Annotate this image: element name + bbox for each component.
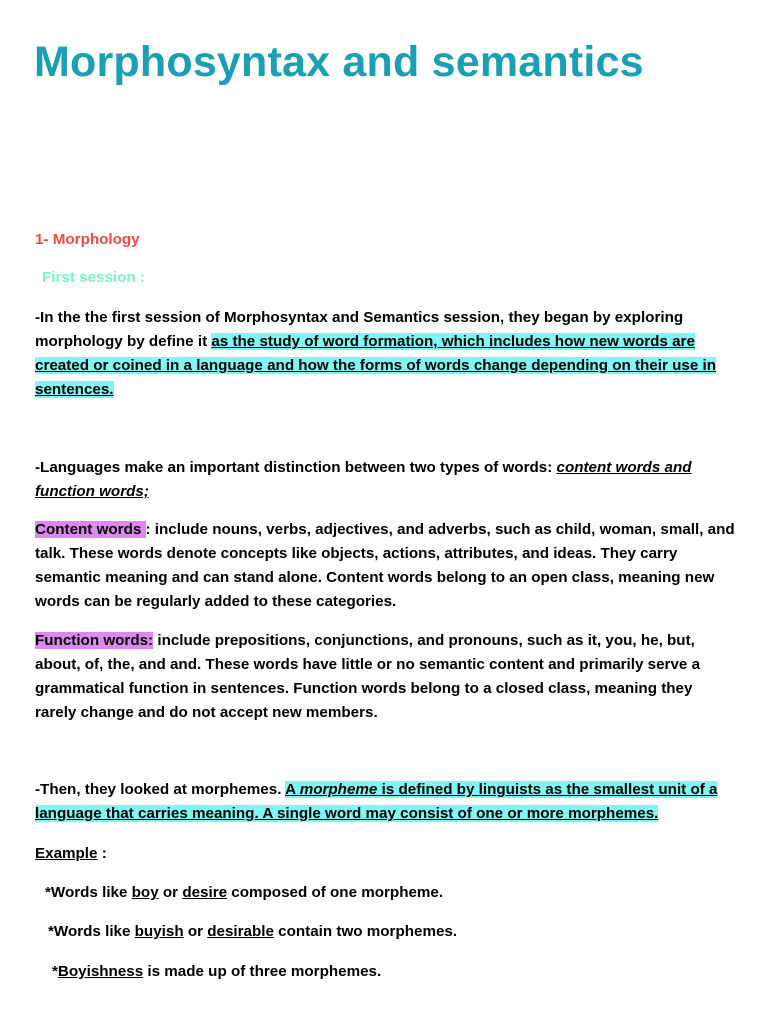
- example-1-word-2: desire: [182, 884, 228, 901]
- morphemes-paragraph: [35, 778, 735, 826]
- function-words-term: Function words:: [35, 632, 154, 649]
- example-2-post: contain two morphemes.: [273, 923, 458, 940]
- section-heading: 1- Morphology: [35, 231, 140, 248]
- intro-lead: -In the the first session of Morphosyntax and Semantics session, they began by exploring morphology by define it: [35, 309, 684, 350]
- example-1-mid: or: [158, 884, 183, 901]
- example-colon: :: [97, 845, 107, 862]
- morpheme-definition-rest: is defined by linguists as the smallest unit of a language that carries meaning. A single word may consist of one or more morphemes.: [35, 781, 718, 822]
- morpheme-definition-a: A: [285, 781, 300, 798]
- example-label-line: [35, 842, 735, 866]
- example-2-mid: or: [183, 923, 208, 940]
- content-words-paragraph: [35, 518, 735, 614]
- example-1-post: composed of one morpheme.: [227, 884, 444, 901]
- example-1-pre: *Words like: [45, 884, 132, 901]
- example-3-post: is made up of three morphemes.: [143, 963, 382, 980]
- function-words-paragraph: [35, 629, 735, 725]
- example-2-pre: *Words like: [48, 923, 135, 940]
- morphemes-lead: -Then, they looked at morphemes.: [35, 781, 286, 798]
- definition-highlight: as the study of word formation, which includes how new words are created or coined in a language and how the forms of words change depending on their use in sentences.: [35, 333, 716, 398]
- example-1: [45, 881, 745, 905]
- content-words-text: : include nouns, verbs, adjectives, and adverbs, such as child, woman, small, and talk. These words denote concepts like objects, actions, attributes, and ideas. They carry semantic meaning and can stand alone. Content words belong to an open class, meaning new words can be regularly added to these categories.: [35, 521, 735, 610]
- word-types-paragraph: [35, 456, 735, 504]
- example-label: Example: [35, 845, 98, 862]
- intro-paragraph: [35, 306, 735, 402]
- word-types-emphasis: content words and function words;: [35, 459, 692, 500]
- page-title: Morphosyntax and semantics: [34, 38, 644, 86]
- example-2-word-2: desirable: [207, 923, 274, 940]
- morpheme-term: morpheme: [299, 781, 378, 798]
- word-types-lead: -Languages make an important distinction between two types of words:: [35, 459, 557, 476]
- example-2-word-1: buyish: [134, 923, 184, 940]
- content-words-term: Content words: [35, 521, 146, 538]
- session-heading: First session :: [42, 269, 145, 286]
- example-3: [52, 960, 752, 984]
- example-2: [48, 920, 748, 944]
- example-3-word: Boyishness: [57, 963, 144, 980]
- example-3-pre: *: [52, 963, 58, 980]
- function-words-text: include prepositions, conjunctions, and pronouns, such as it, you, he, but, about, of, the, and and. These words have little or no semantic content and primarily serve a grammatical function in sentences. Function words belong to a closed class, meaning they rarely change and do not accept new members.: [35, 632, 701, 721]
- example-1-word-1: boy: [131, 884, 159, 901]
